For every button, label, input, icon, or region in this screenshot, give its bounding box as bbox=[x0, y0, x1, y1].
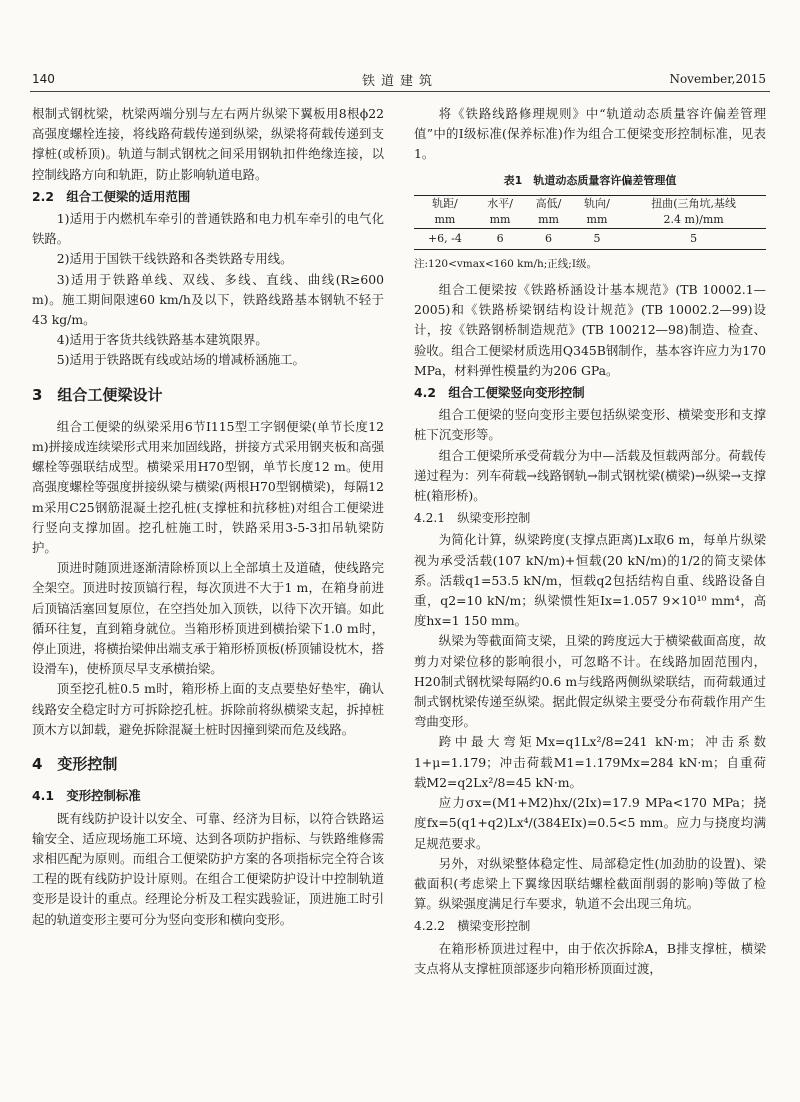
table-header-cell: mm bbox=[476, 212, 524, 229]
paragraph: 顶至挖孔桩0.5 m时，箱形桥上面的支点要垫好垫牢，确认线路安全稳定时方可拆除挖孔桩。拆除前将纵横梁支起，拆掉桩顶木方以卸载，避免拆除混凝土桩时因撞到梁而危及线路。 bbox=[32, 681, 384, 737]
section-heading: 4.2 组合工便梁竖向变形控制 bbox=[414, 385, 585, 401]
section-heading: 4.2.2 横梁变形控制 bbox=[414, 919, 531, 934]
page-header bbox=[0, 70, 800, 92]
table-cell: 6 bbox=[524, 228, 572, 249]
journal-name: 铁道建筑 bbox=[361, 74, 438, 89]
table-header-cell: 2.4 m)/mm bbox=[621, 212, 766, 229]
table-header-cell: 水平/ bbox=[476, 195, 524, 212]
list-item: 1)适用于内燃机车牵引的普通铁路和电力机车牵引的电气化铁路。 bbox=[32, 211, 384, 247]
page-number: 140 bbox=[32, 72, 55, 86]
table-header-cell: 轨向/ bbox=[573, 195, 621, 212]
paragraph: 跨中最大弯矩Mx=q1Lx²/8=241 kN·m；冲击系数1+μ=1.179；冲击荷载M1=1.179Mx=284 kN·m；自重荷载M2=q2Lx²/8=45 kN·m。 bbox=[414, 734, 766, 790]
paragraph: 组合工便梁的纵梁采用6节I115型工字钢便梁(单节长度12 m)拼接成连续梁形式用来加固线路，拼接方式采用钢夹板和高强螺栓等强联结成型。横梁采用H70型钢，单节长度12 m。使用高强度螺栓等强度拼接纵梁与横梁(两根H70型钢横梁)，每隔12 m采用C25钢筋混凝土挖孔桩(支撑桩和抗移桩)对组合工便梁进行竖向支撑加固。挖孔桩施工时，铁路采用3-5-3扣吊轨梁防护。 bbox=[32, 418, 384, 556]
table-header-cell: 扭曲(三角坑,基线 bbox=[621, 195, 766, 212]
paragraph: 在箱形桥顶进过程中，由于依次拆除A，B排支撑桩，横梁支点将从支撑桩顶部逐步向箱形桥顶面过渡， bbox=[414, 940, 766, 976]
table-header-cell: mm bbox=[414, 212, 476, 229]
paragraph: 组合工便梁按《铁路桥涵设计基本规范》(TB 10002.1—2005)和《铁路桥梁钢结构设计规范》(TB 10002.2—99)设计，按《铁路钢桥制造规范》(TB 100212—98)制造、检查、验收。组合工便梁材质选用Q345B钢制作，基本容许应力为170 MPa，材料弹性模量约为206 GPa。 bbox=[414, 282, 766, 378]
table-header-units-row bbox=[414, 212, 766, 229]
section-heading: 2.2 组合工便梁的适用范围 bbox=[32, 188, 191, 204]
paragraph: 组合工便梁所承受荷载分为中—活载及恒载两部分。荷载传递过程为：列车荷载→线路钢轨→制式钢枕梁(横梁)→纵梁→支撑桩(箱形桥)。 bbox=[414, 447, 766, 504]
table-row bbox=[414, 228, 766, 249]
table-cell: 6 bbox=[476, 228, 524, 249]
section-heading: 4.1 变形控制标准 bbox=[32, 788, 141, 804]
table-header-row bbox=[414, 195, 766, 212]
header-rule bbox=[30, 91, 770, 92]
deviation-table bbox=[414, 195, 766, 250]
paragraph: 既有线防护设计以安全、可靠、经济为目标，以符合铁路运输安全、适应现场施工环境、达到各项防护指标、与铁路维修需求相匹配为原则。而组合工便梁防护方案的各项指标完全符合该工程的既有线防护设计原则。在组合工便梁防护设计中控制轨道变形是设计的重点。经理论分析及工程实践验证，顶进施工时引起的轨道变形主要可分为竖向变形和横向变形。 bbox=[32, 810, 384, 927]
paragraph: 将《铁路线路修理规则》中“轨道动态质量容许偏差管理值”中的Ⅰ级标准(保养标准)作为组合工便梁变形控制标准，见表1。 bbox=[414, 106, 766, 162]
section-heading: 4.2.1 纵梁变形控制 bbox=[414, 511, 531, 526]
paragraph: 根制式钢枕梁，枕梁两端分别与左右两片纵梁下翼板用8根ϕ22高强度螺栓连接，将线路荷载传递到纵梁，纵梁将荷载传递到支撑桩(或桥顶)。轨道与制式钢枕之间采用钢轨扣件绝缘连接，以控制线路方向和轨距，防止影响轨道电路。 bbox=[32, 106, 384, 182]
table-caption: 表1 轨道动态质量容许偏差管理值 bbox=[503, 173, 677, 187]
table-header-cell: 轨距/ bbox=[414, 195, 476, 212]
list-item: 5)适用于铁路既有线或站场的增减桥涵施工。 bbox=[56, 352, 305, 368]
table-cell: 5 bbox=[573, 228, 621, 249]
table-header-cell: mm bbox=[573, 212, 621, 229]
list-item: 4)适用于客货共线铁路基本建筑限界。 bbox=[56, 332, 268, 348]
table-cell: +6, -4 bbox=[414, 228, 476, 249]
paragraph: 另外，对纵梁整体稳定性、局部稳定性(加劲肋的设置)、梁截面积(考虑梁上下翼缘因联结螺栓截面削弱的影响)等做了检算。纵梁强度满足行车要求，轨道不会出现三角坑。 bbox=[414, 855, 766, 912]
list-item: 3)适用于铁路单线、双线、多线、直线、曲线(R≥600 m)。施工期间限速60 km/h及以下，铁路线路基本钢轨不轻于43 kg/m。 bbox=[32, 271, 384, 328]
paragraph: 组合工便梁的竖向变形主要包括纵梁变形、横梁变形和支撑桩下沉变形等。 bbox=[414, 407, 766, 443]
paragraph: 纵梁为等截面简支梁，且梁的跨度远大于横梁截面高度，故剪力对梁位移的影响很小，可忽略不计。在线路加固范围内，H20制式钢枕梁每隔约0.6 m与线路两侧纵梁联结，而荷载通过制式钢枕梁传递至纵梁。据此假定纵梁主要受分布荷载作用产生弯曲变形。 bbox=[414, 633, 766, 730]
table-header-cell: mm bbox=[524, 212, 572, 229]
paragraph: 应力σx=(M1+M2)hx/(2Ix)=17.9 MPa<170 MPa；挠度fx=5(q1+q2)Lx⁴/(384EIx)=0.5<5 mm。应力与挠度均满足规范要求。 bbox=[414, 795, 766, 851]
table-cell: 5 bbox=[621, 228, 766, 249]
paragraph: 为简化计算，纵梁跨度(支撑点距离)Lx取6 m，每单片纵梁视为承受活载(107 kN/m)+恒载(20 kN/m)的1/2的简支梁体系。活载q1=53.5 kN/m，恒载q2包括结构自重、线路设备自重，q2=10 kN/m；纵梁惯性矩Ix=1.057 9×10¹⁰ mm⁴，高度hx=1 150 mm。 bbox=[414, 532, 766, 629]
table-header-cell: 高低/ bbox=[524, 195, 572, 212]
list-item: 2)适用于国铁干线铁路和各类铁路专用线。 bbox=[56, 251, 293, 267]
paragraph: 顶进时随顶进逐渐清除桥顶以上全部填土及道碴，使线路完全架空。顶进时按顶镐行程，每次顶进不大于1 m，在箱身前进后顶镐活塞回复原位，在空挡处加入顶铁，以待下次开镐。如此循环往复，直到箱身就位。当箱形桥顶进到横抬梁下1.0 m时，停止顶进，将横抬梁伸出端支承于箱形桥顶板(桥顶铺设枕木，搭设滑车)，使桥顶尽早支承横抬梁。 bbox=[32, 560, 384, 677]
section-heading: 3 组合工便梁设计 bbox=[32, 385, 163, 404]
table-note: 注:120<vmax<160 km/h;正线;Ⅰ级。 bbox=[414, 257, 597, 270]
right-column bbox=[414, 104, 766, 979]
left-column bbox=[32, 104, 384, 930]
issue-date: November,2015 bbox=[669, 72, 766, 86]
section-heading: 4 变形控制 bbox=[32, 755, 118, 774]
